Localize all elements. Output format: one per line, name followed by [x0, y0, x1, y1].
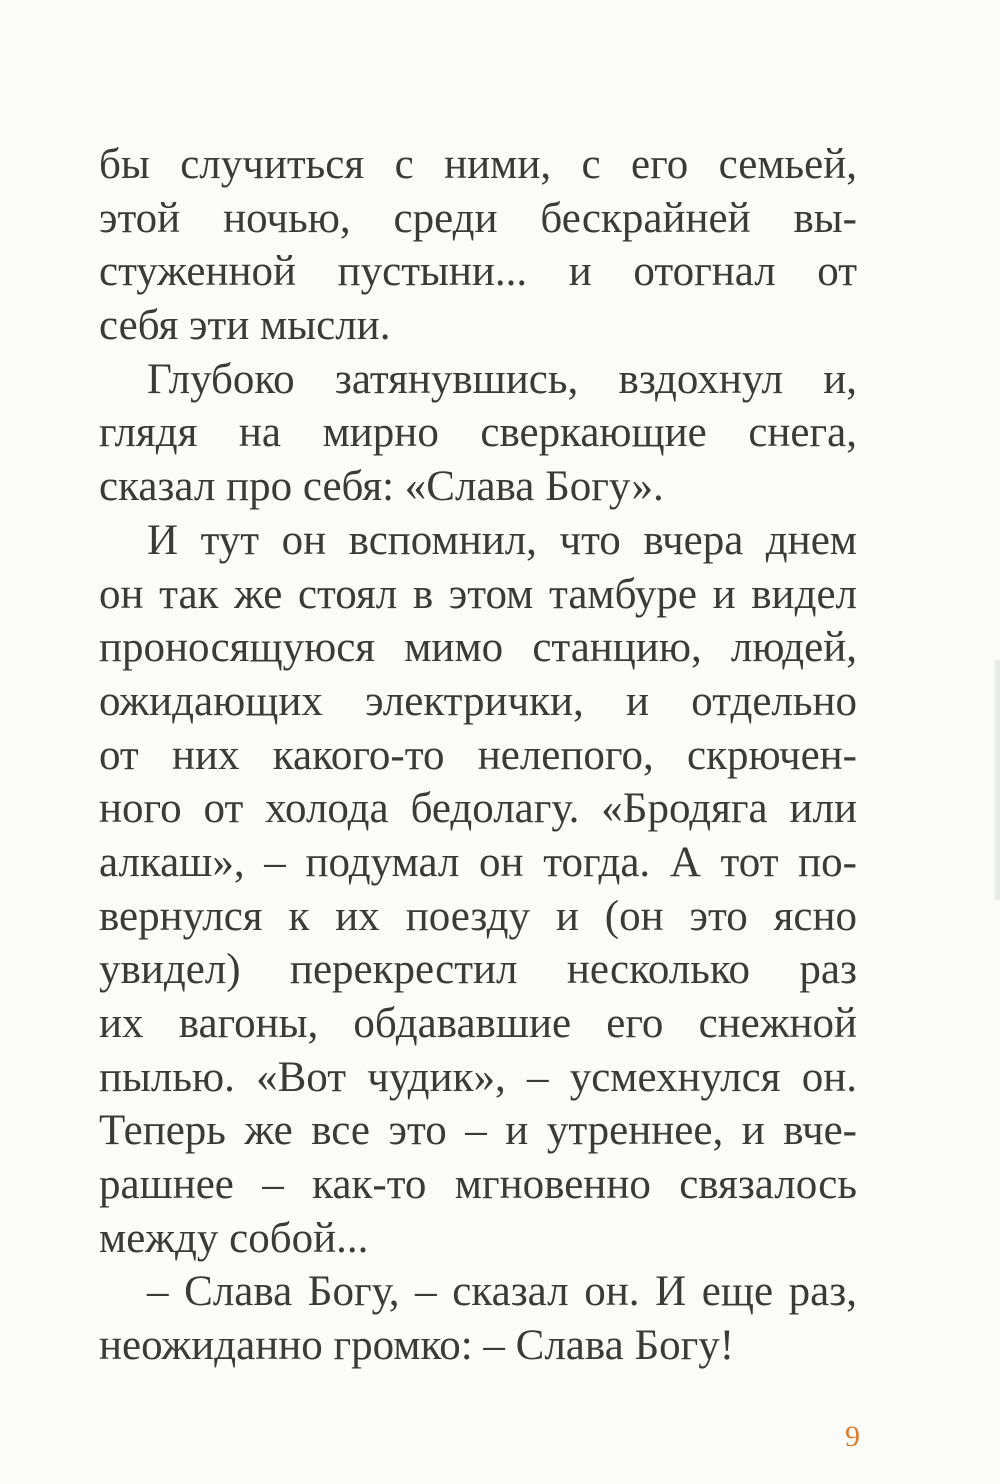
- text-line: проносящуюся мимо станцию, людей,: [99, 624, 857, 672]
- text-line: ожидающих электрички, и отдельно: [99, 677, 857, 725]
- text-line: пылью. «Вот чудик», – усмехнулся он.: [99, 1053, 857, 1101]
- text-line: ного от холода бедолагу. «Бродяга или: [99, 785, 857, 833]
- text-line: бы случиться с ними, с его семьей,: [99, 141, 857, 188]
- text-line: Теперь же все это – и утреннее, и вче-: [99, 1107, 857, 1155]
- text-line: сказал про себя: «Слава Богу».: [99, 463, 664, 511]
- text-line: увидел) перекрестил несколько раз: [99, 946, 857, 994]
- text-line: алкаш», – подумал он тогда. А тот по-: [99, 838, 857, 886]
- text-line: этой ночью, среди бескрайней вы-: [99, 194, 857, 242]
- page-edge-shadow: [994, 660, 1000, 900]
- text-line: себя эти мысли.: [99, 302, 391, 350]
- text-line: вернулся к их поезду и (он это ясно: [99, 892, 857, 940]
- text-line: – Слава Богу, – сказал он. И еще раз,: [147, 1268, 857, 1316]
- text-line: рашнее – как-то мгновенно связалось: [99, 1161, 857, 1209]
- text-line: он так же стоял в этом тамбуре и видел: [99, 570, 857, 618]
- text-line: стуженной пустыни... и отогнал от: [99, 248, 857, 296]
- text-line: Глубоко затянувшись, вздохнул и,: [147, 355, 857, 403]
- text-line: между собой...: [99, 1214, 369, 1262]
- text-line: их вагоны, обдававшие его снежной: [99, 1000, 857, 1047]
- text-line: глядя на мирно сверкающие снега,: [99, 409, 857, 457]
- body-text: [99, 138, 857, 1373]
- page-number: 9: [845, 1420, 860, 1453]
- text-line: И тут он вспомнил, что вчера днем: [147, 516, 857, 564]
- text-line: от них какого-то нелепого, скрючен-: [99, 731, 857, 779]
- text-line: неожиданно громко: – Слава Богу!: [99, 1322, 735, 1370]
